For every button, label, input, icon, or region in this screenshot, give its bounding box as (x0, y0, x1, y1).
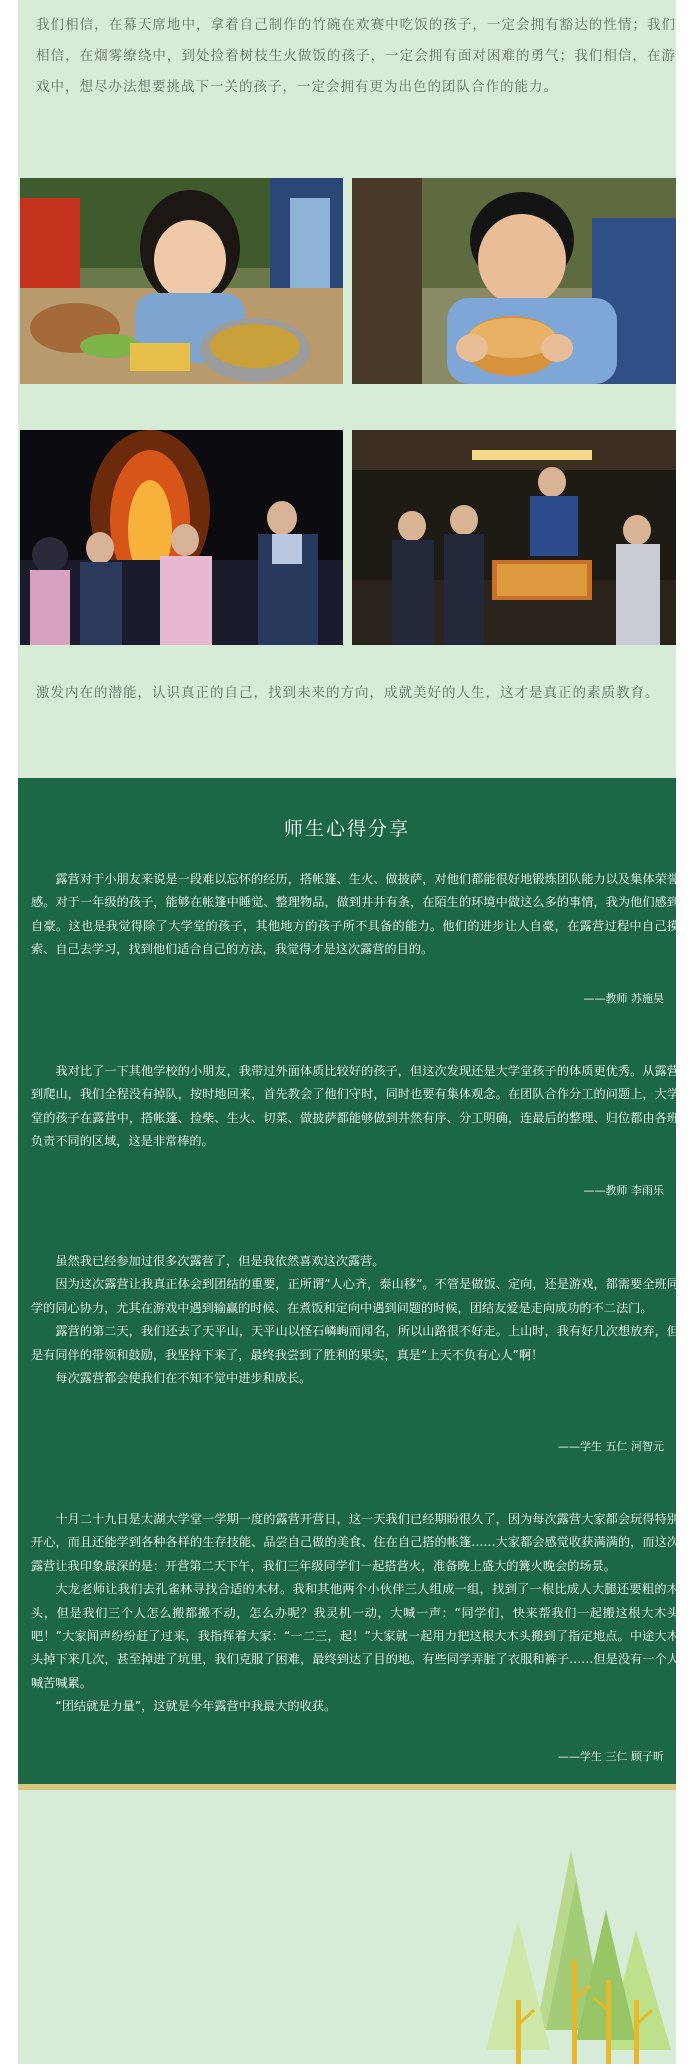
article-page (18, 0, 679, 2064)
closing-paragraph: 激发内在的潜能，认识真正的自己，找到未来的方向，成就美好的人生，这才是真正的素质教育。 (36, 685, 660, 701)
entry-paragraph: 虽然我已经参加过很多次露营了，但是我依然喜欢这次露营。 (55, 1254, 385, 1268)
entry-paragraph: 十月二十九日是太湖大学堂一学期一度的露营开营日，这一天我们已经期盼很久了，因为每次露营大家都会玩得特别开心，而且还能学到各种各样的生存技能、品尝自己做的美食、住在自己搭的帐篷……大家都会感觉收获满满的，而这次露营让我印象最深的是：开营第二天下午，我们三年级同学们一起搭营火，准备晚上盛大的篝火晚会的场景。 (31, 1512, 679, 1573)
intro-paragraph: 我们相信，在幕天席地中，拿着自己制作的竹碗在欢赛中吃饭的孩子，一定会拥有豁达的性情；我们相信，在烟雾缭绕中，到处捡着树枝生火做饭的孩子，一定会拥有面对困难的勇气；我们相信，在游戏中，想尽办法想要挑战下一关的孩子，一定会拥有更为出色的团队合作的能力。 (36, 17, 676, 95)
entry-paragraph: “团结就是力量”，这就是今年露营中我最大的收获。 (55, 1699, 337, 1714)
entry-signature: ——教师 苏施昊 (583, 992, 664, 1005)
share-entry (31, 868, 679, 962)
entry-paragraph: 大龙老师让我们去孔雀林寻找合适的木材。我和其他两个小伙伴三人组成一组，找到了一根比成人大腿还要粗的木头，但是我们三个人怎么搬都搬不动，怎么办呢？我灵机一动，大喊一声：“同学们，快来帮我们一起搬这根大木头吧！”大家闻声纷纷赶了过来，我指挥着大家：“一二三，起！”大家就一起用力把这根大木头搬到了指定地点。中途大木头掉下来几次，甚至掉进了坑里，我们克服了困难，最终到达了目的地。有些同学弄脏了衣服和裤子……但是没有一个人喊苦喊累。 (31, 1582, 679, 1690)
entry-signature: ——学生 五仁 河智元 (558, 1440, 664, 1453)
entry-signature: ——学生 三仁 顾子昕 (558, 1750, 664, 1763)
entry-signature: ——教师 李雨乐 (583, 1184, 664, 1197)
boy-eating-burger-photo (352, 178, 676, 384)
entry-paragraph: 每次露营都会使我们在不知不觉中进步和成长。 (55, 1371, 312, 1386)
share-entry (31, 1060, 679, 1154)
entry-paragraph: 因为这次露营让我真正体会到团结的重要，正所谓“人心齐，泰山移”。不管是做饭、定向，还是游戏，都需要全班同学的同心协力，尤其在游戏中遇到输赢的时候、在煮饭和定向中遇到问题的时候，团结友爱是走向成功的不二法门。 (31, 1277, 679, 1315)
entry-paragraph: 露营的第二天，我们还去了天平山，天平山以怪石嶙峋而闻名，所以山路很不好走。上山时，我有好几次想放弃，但是有同伴的带领和鼓励，我坚持下来了，最终我尝到了胜利的果实，真是“上天不负有心人”啊！ (31, 1324, 679, 1362)
bonfire-speaking-photo (20, 430, 343, 645)
girl-eating-photo (20, 178, 343, 384)
share-entry (31, 1508, 679, 1719)
pine-trees-icon (476, 1850, 676, 2064)
entry-paragraph: 我对比了一下其他学校的小朋友，我带过外面体质比较好的孩子，但这次发现还是大学堂孩子的体质更优秀。从露营到爬山，我们全程没有掉队，按时地回来，首先教会了他们守时，同时也要有集体观念。在团队合作分工的问题上，大学堂的孩子在露营中，搭帐篷、捡柴、生火、切菜、做披萨都能够做到井然有序、分工明确，连最后的整理、归位都由各班负责不同的区域，这是非常棒的。 (31, 1064, 679, 1149)
share-entry (31, 1250, 679, 1390)
share-title: 师生心得分享 (283, 818, 410, 840)
group-with-pizza-photo (352, 430, 676, 645)
teacher-student-sharing-panel (18, 778, 679, 1790)
entry-paragraph: 露营对于小朋友来说是一段难以忘怀的经历，搭帐篷、生火、做披萨，对他们都能很好地锻炼团队能力以及集体荣誉感。对于一年级的孩子，能够在帐篷中睡觉、整理物品，做到井井有条，在陌生的环境中做这么多的事情，我为他们感到自豪。这也是我觉得除了大学堂的孩子，其他地方的孩子所不具备的能力。他们的进步让人自豪，在露营过程中自己摸索、自己去学习，找到他们适合自己的方法，我觉得才是这次露营的目的。 (31, 872, 679, 957)
